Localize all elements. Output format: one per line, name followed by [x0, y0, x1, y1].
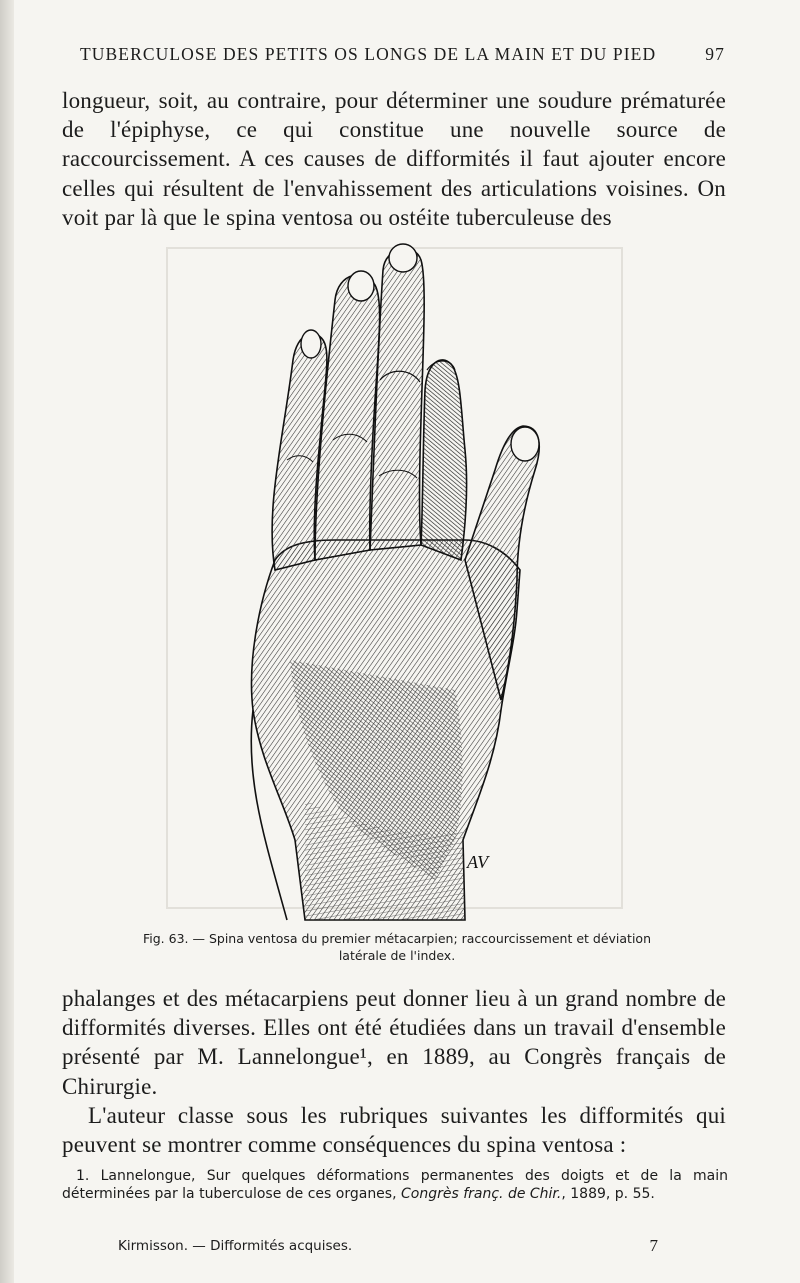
footnote-tail: , 1889, p. 55. — [561, 1185, 655, 1202]
footnote-text — [62, 1168, 728, 1203]
hand-engraving — [165, 240, 627, 930]
paragraph-phalanges: phalanges et des métacarpiens peut donner lieu à un grand nombre de difformités diverses. Elles ont été étudiées dans un travail d'ensemble présenté par M. Lannelongue¹, en 1889, au Congrès français de Chirurgie. — [62, 986, 726, 1099]
figure-caption — [92, 930, 702, 964]
running-title: TUBERCULOSE DES PETITS OS LONGS DE LA MAIN ET DU PIED — [80, 44, 657, 64]
paragraph-continuation: longueur, soit, au contraire, pour déterminer une soudure prématurée de l'épiphyse, ce qui constitue une nouvelle source de raccourcissement. A ces causes de difformités il faut ajouter encore celles qui résultent de l'envahissement des articulations voisines. On voit par là que le spina ventosa ou ostéite tuberculeuse des — [62, 88, 726, 230]
caption-line-1: Fig. 63. — Spina ventosa du premier métacarpien; raccourcissement et déviation — [142, 931, 651, 946]
artist-monogram: AV — [467, 852, 489, 872]
page-edge-shadow — [0, 0, 14, 1283]
figure-hand-illustration — [165, 240, 627, 930]
body-paragraph-top — [62, 86, 726, 232]
footnote-body: 1. Lannelongue, Sur quelques déformations permanentes des doigts et de la main déterminées par la tuberculose de ces organes, — [62, 1168, 728, 1202]
footnote — [62, 1168, 728, 1203]
footnote-italic-source: Congrès franç. de Chir. — [401, 1185, 562, 1202]
page-number: 97 — [705, 44, 725, 64]
paragraph-classification: L'auteur classe sous les rubriques suivantes les difformités qui peuvent se montrer comme conséquences du spina ventosa : — [62, 1102, 726, 1158]
signature-mark: 7 — [649, 1236, 658, 1255]
body-paragraphs-bottom — [62, 984, 726, 1159]
signature-author-title: Kirmisson. — Difformités acquises. — [118, 1238, 353, 1254]
caption-line-2: latérale de l'index. — [338, 948, 456, 963]
